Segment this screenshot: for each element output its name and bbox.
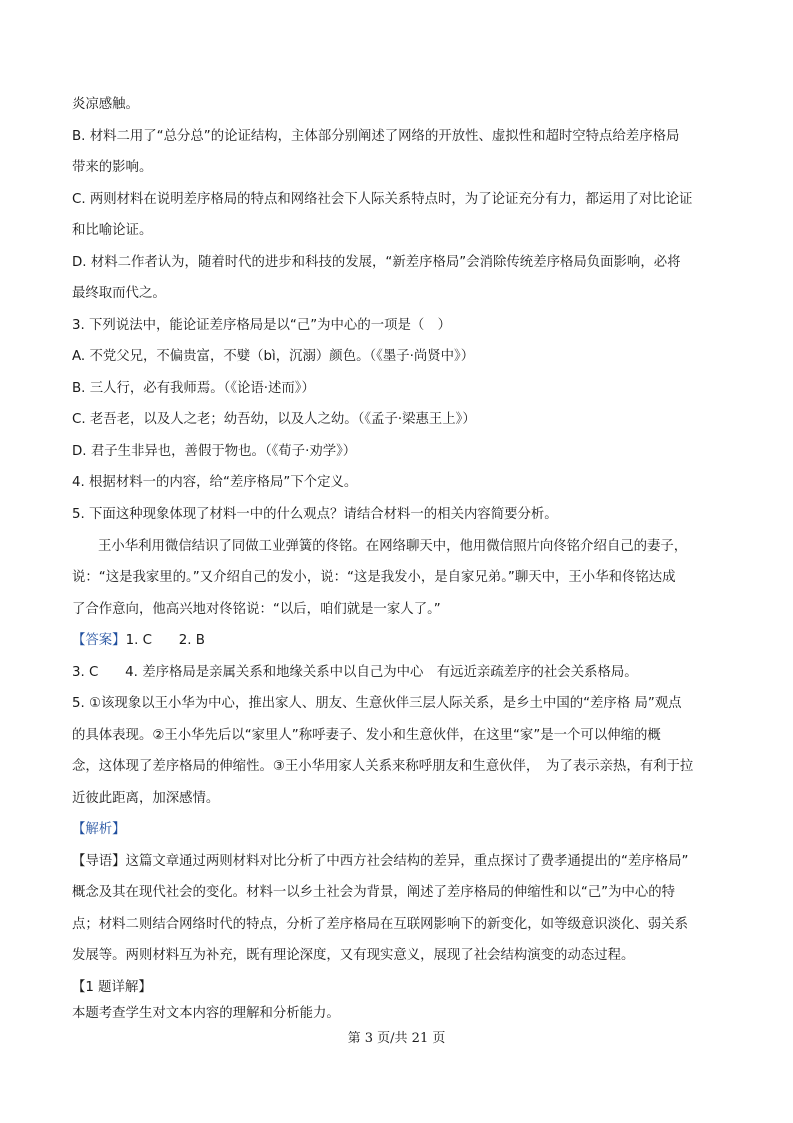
analysis-heading: 【解析】 [72,822,126,837]
question-4: 4. 根据材料一的内容，给“差序格局”下个定义。 [72,475,358,490]
intro-line: 发展等。两则材料互为补充，既有理论深度，又有现实意义，展现了社会结构演变的动态过程。 [72,948,635,963]
q3-option-b: B. 三人行，必有我师焉。（《论语·述而》） [72,381,315,396]
question-5: 5. 下面这种现象体现了材料一中的什么观点？请结合材料一的相关内容简要分析。 [72,507,558,522]
answer-5-line: 近彼此距离，加深感情。 [72,791,220,806]
q3-option-d: D. 君子生非异也，善假于物也。（《荀子·劝学》） [72,444,357,459]
intro-line: 点；材料二则结合网络时代的特点，分析了差序格局在互联网影响下的新变化，如等级意识淡化、弱关系 [72,917,688,932]
passage-line: 说：“这是我家里的。”又介绍自己的发小，说：“这是我发小，是自家兄弟。”聊天中，王小华和佟铭达成 [72,570,676,585]
option-d-line: D. 材料二作者认为，随着时代的进步和科技的发展，“新差序格局”会消除传统差序格局负面影响，必将 [72,255,681,270]
q1-detail-heading: 【1 题详解】 [72,980,152,995]
option-b-line: B. 材料二用了“总分总”的论证结构，主体部分别阐述了网络的开放性、虚拟性和超时空特点给差序格局 [72,129,680,144]
page-footer: 第 3 页/共 21 页 [347,1031,446,1046]
text-line: 和比喻论证。 [72,223,153,238]
answer-5-line: 的具体表现。②王小华先后以“家里人”称呼妻子、发小和生意伙伴，在这里“家”是一个可以伸缩的概 [72,728,661,743]
q1-detail-text: 本题考查学生对文本内容的理解和分析能力。 [72,1006,340,1021]
passage-line: 了合作意向，他高兴地对佟铭说：“以后，咱们就是一家人了。” [72,602,441,617]
passage-line: 王小华利用微信结识了同做工业弹簧的佟铭。在网络聊天中，他用微信照片向佟铭介绍自己的妻子， [98,539,688,554]
text-line: 炎凉感触。 [72,97,139,112]
answer-5-line: 念，这体现了差序格局的伸缩性。③王小华用家人关系来称呼朋友和生意伙伴， 为了表示亲热，有利于拉 [72,759,694,774]
option-c-line: C. 两则材料在说明差序格局的特点和网络社会下人际关系特点时，为了论证充分有力，都运用了对比论证 [72,192,693,207]
answer-text: 1. C 2. B [125,633,205,648]
answer-line [72,631,732,651]
text-line: 带来的影响。 [72,160,153,175]
question-3: 3. 下列说法中，能论证差序格局是以“己”为中心的一项是（ ） [72,318,452,333]
text-line: 最终取而代之。 [72,286,166,301]
intro-line: 概念及其在现代社会的变化。材料一以乡土社会为背景，阐述了差序格局的伸缩性和以“己”为中心的特 [72,885,676,900]
intro-line: 【导语】这篇文章通过两则材料对比分析了中西方社会结构的差异，重点探讨了费孝通提出的“差序格局” [72,854,689,869]
q3-option-a: A. 不党父兄，不偏贵富，不嬖（bì，沉溺）颜色。（《墨子·尚贤中》） [72,349,475,364]
q3-option-c: C. 老吾老，以及人之老；幼吾幼，以及人之幼。（《孟子·梁惠王上》） [72,412,476,427]
answer-line: 3. C 4. 差序格局是亲属关系和地缘关系中以自己为中心 有远近亲疏差序的社会关系格局。 [72,665,638,680]
answer-tag: 【答案】 [72,633,126,648]
answer-5-line: 5. ①该现象以王小华为中心，推出家人、朋友、生意伙伴三层人际关系，是乡土中国的“差序格 局”观点 [72,696,682,711]
